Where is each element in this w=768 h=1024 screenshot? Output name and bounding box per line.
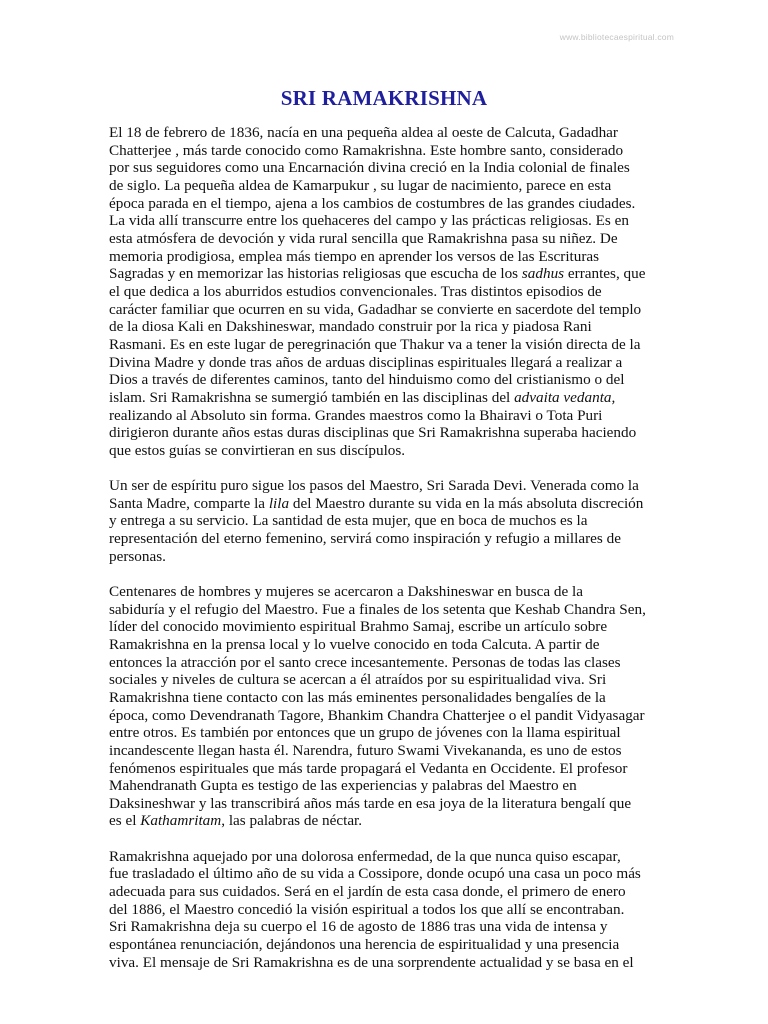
text-segment: Sagradas y en memorizar las historias religiosas que escucha de los [109, 265, 522, 283]
text-segment: errantes, que [564, 265, 646, 283]
text-line: época parada en el tiempo, ajena a los cambios de costumbres de las grandes ciudades. [109, 194, 636, 212]
text-line: Mahendranath Gupta es testigo de las experiencias y palabras del Maestro en [109, 777, 577, 795]
site-url[interactable]: www.bibliotecaespiritual.com [559, 32, 674, 42]
text-line: de la diosa Kali en Dakshineswar, mandado construir por la rica y piadosa Rani [109, 318, 592, 336]
text-line: La vida allí transcurre entre los quehaceres del campo y las prácticas religiosas. Es en [109, 212, 629, 230]
text-line [109, 495, 643, 512]
text-line: Ramakrishna en la prensa local y lo vuelve conocido en toda Calcuta. A partir de [109, 635, 600, 653]
text-line: que estos guías se convirtieran en sus discípulos. [109, 441, 406, 459]
text-line: esta atmósfera de devoción y vida rural sencilla que Ramakrishna pasa su niñez. De [109, 229, 618, 247]
text-line: fue trasladado el último año de su vida a Cossipore, donde ocupó una casa un poco más [109, 865, 641, 883]
text-line: Daksineshwar y las transcribirá años más tarde en esa joya de la literatura bengalí que [109, 794, 632, 812]
text-line: del 1886, el Maestro concedió la visión espiritual a todos los que allí se encontraban. [109, 900, 625, 918]
text-line: El 18 de febrero de 1836, nacía en una pequeña aldea al oeste de Calcuta, Gadadhar [109, 124, 618, 141]
text-line: sociales y niveles de cultura se acercan a él atraídos por su espiritualidad viva. Sri [109, 671, 607, 689]
text-line: el que dedica a los aburridos estudios convencionales. Tras distintos episodios de [109, 282, 602, 300]
text-line: Centenares de hombres y mujeres se acercaron a Dakshineswar en busca de la [109, 582, 583, 600]
text-line: realizando al Absoluto sin forma. Grandes maestros como la Bhairavi o Tota Puri [109, 406, 603, 424]
text-line: sabiduría y el refugio del Maestro. Fue a finales de los setenta que Keshab Chandra Sen, [109, 600, 646, 618]
text-line: Dios a través de diferentes caminos, tanto del hinduismo como del cristianismo o del [109, 371, 625, 389]
paragraph-sarada-devi [109, 477, 669, 565]
text-line: de siglo. La pequeña aldea de Kamarpukur , su lugar de nacimiento, parece en esta [109, 176, 612, 194]
text-line: Sri Ramakrishna deja su cuerpo el 16 de agosto de 1886 tras una vida de intensa y [109, 918, 608, 936]
text-line: líder del conocido movimiento espiritual Brahmo Samaj, escribe un artículo sobre [109, 618, 608, 636]
text-segment: es el [109, 812, 141, 830]
text-line: Divina Madre y donde tras años de arduas disciplinas espirituales llegará a realizar a [109, 353, 623, 371]
text-line: por sus seguidores como una Encarnación divina creció en la India colonial de finales [109, 159, 630, 177]
text-line: incandescente llegan hasta él. Narendra, futuro Swami Vivekananda, es uno de estos [109, 741, 622, 759]
text-line [109, 812, 362, 829]
text-line: espontánea renunciación, dejándonos una herencia de espiritualidad y una presencia [109, 936, 620, 953]
italic-term: lila [268, 494, 290, 512]
document-title: SRI RAMAKRISHNA [280, 86, 488, 110]
italic-term: advaita vedanta, [514, 388, 616, 406]
text-line: personas. [109, 547, 166, 565]
text-line: viva. El mensaje de Sri Ramakrishna es de una sorprendente actualidad y se basa en el [109, 953, 634, 971]
paragraph-final-years [109, 848, 669, 972]
text-line: entre otros. Es también por entonces que un grupo de jóvenes con la llama espiritual [109, 724, 621, 742]
text-line [109, 265, 645, 282]
text-line: dirigieron durante años estas duras disciplinas que Sri Ramakrishna superaba haciendo [109, 424, 637, 442]
italic-term: sadhus [521, 265, 565, 283]
text-line: Rasmani. Es en este lugar de peregrinación que Thakur va a tener la visión directa de la [109, 335, 641, 353]
text-segment: , las palabras de néctar. [221, 812, 363, 830]
text-line: Ramakrishna tiene contacto con las más eminentes personalidades bengalíes de la [109, 688, 606, 706]
text-line: fenómenos espirituales que más tarde propagará el Vedanta en Occidente. El profesor [109, 759, 628, 777]
text-line: memoria prodigiosa, emplea más tiempo en aprender los versos de las Escrituras [109, 247, 600, 265]
text-segment: del Maestro durante su vida en la más absoluta discreción [289, 494, 644, 512]
text-segment: Santa Madre, comparte la [109, 494, 269, 512]
text-line: entonces la atracción por el santo crece incesantemente. Personas de todas las clases [109, 653, 621, 671]
paragraph-disciples [109, 583, 669, 830]
text-line [109, 389, 615, 406]
text-line: Ramakrishna aquejado por una dolorosa enfermedad, de la que nunca quiso escapar, [109, 847, 621, 865]
text-segment: islam. Sri Ramakrishna se sumergió también en las disciplinas del [109, 388, 515, 406]
text-line: época, como Devendranath Tagore, Bhankim Chandra Chatterjee o el pandit Vidyasagar [109, 706, 645, 724]
text-line: representación del eterno femenino, servirá como inspiración y refugio a millares de [109, 530, 621, 548]
text-line: carácter familiar que ocurren en su vida, Gadadhar se convierte en sacerdote del templo [109, 300, 642, 318]
italic-term: Kathamritam [140, 812, 222, 830]
document-body [109, 124, 669, 989]
text-line: Chatterjee , más tarde conocido como Ramakrishna. Este hombre santo, considerado [109, 141, 624, 159]
text-line: adecuada para sus cuidados. Será en el jardín de esta casa donde, el primero de enero [109, 883, 626, 901]
paragraph-birth [109, 124, 669, 459]
text-line: Un ser de espíritu puro sigue los pasos del Maestro, Sri Sarada Devi. Venerada como la [109, 477, 639, 495]
text-line: y entrega a su servicio. La santidad de esta mujer, que en boca de muchos es la [109, 512, 588, 530]
